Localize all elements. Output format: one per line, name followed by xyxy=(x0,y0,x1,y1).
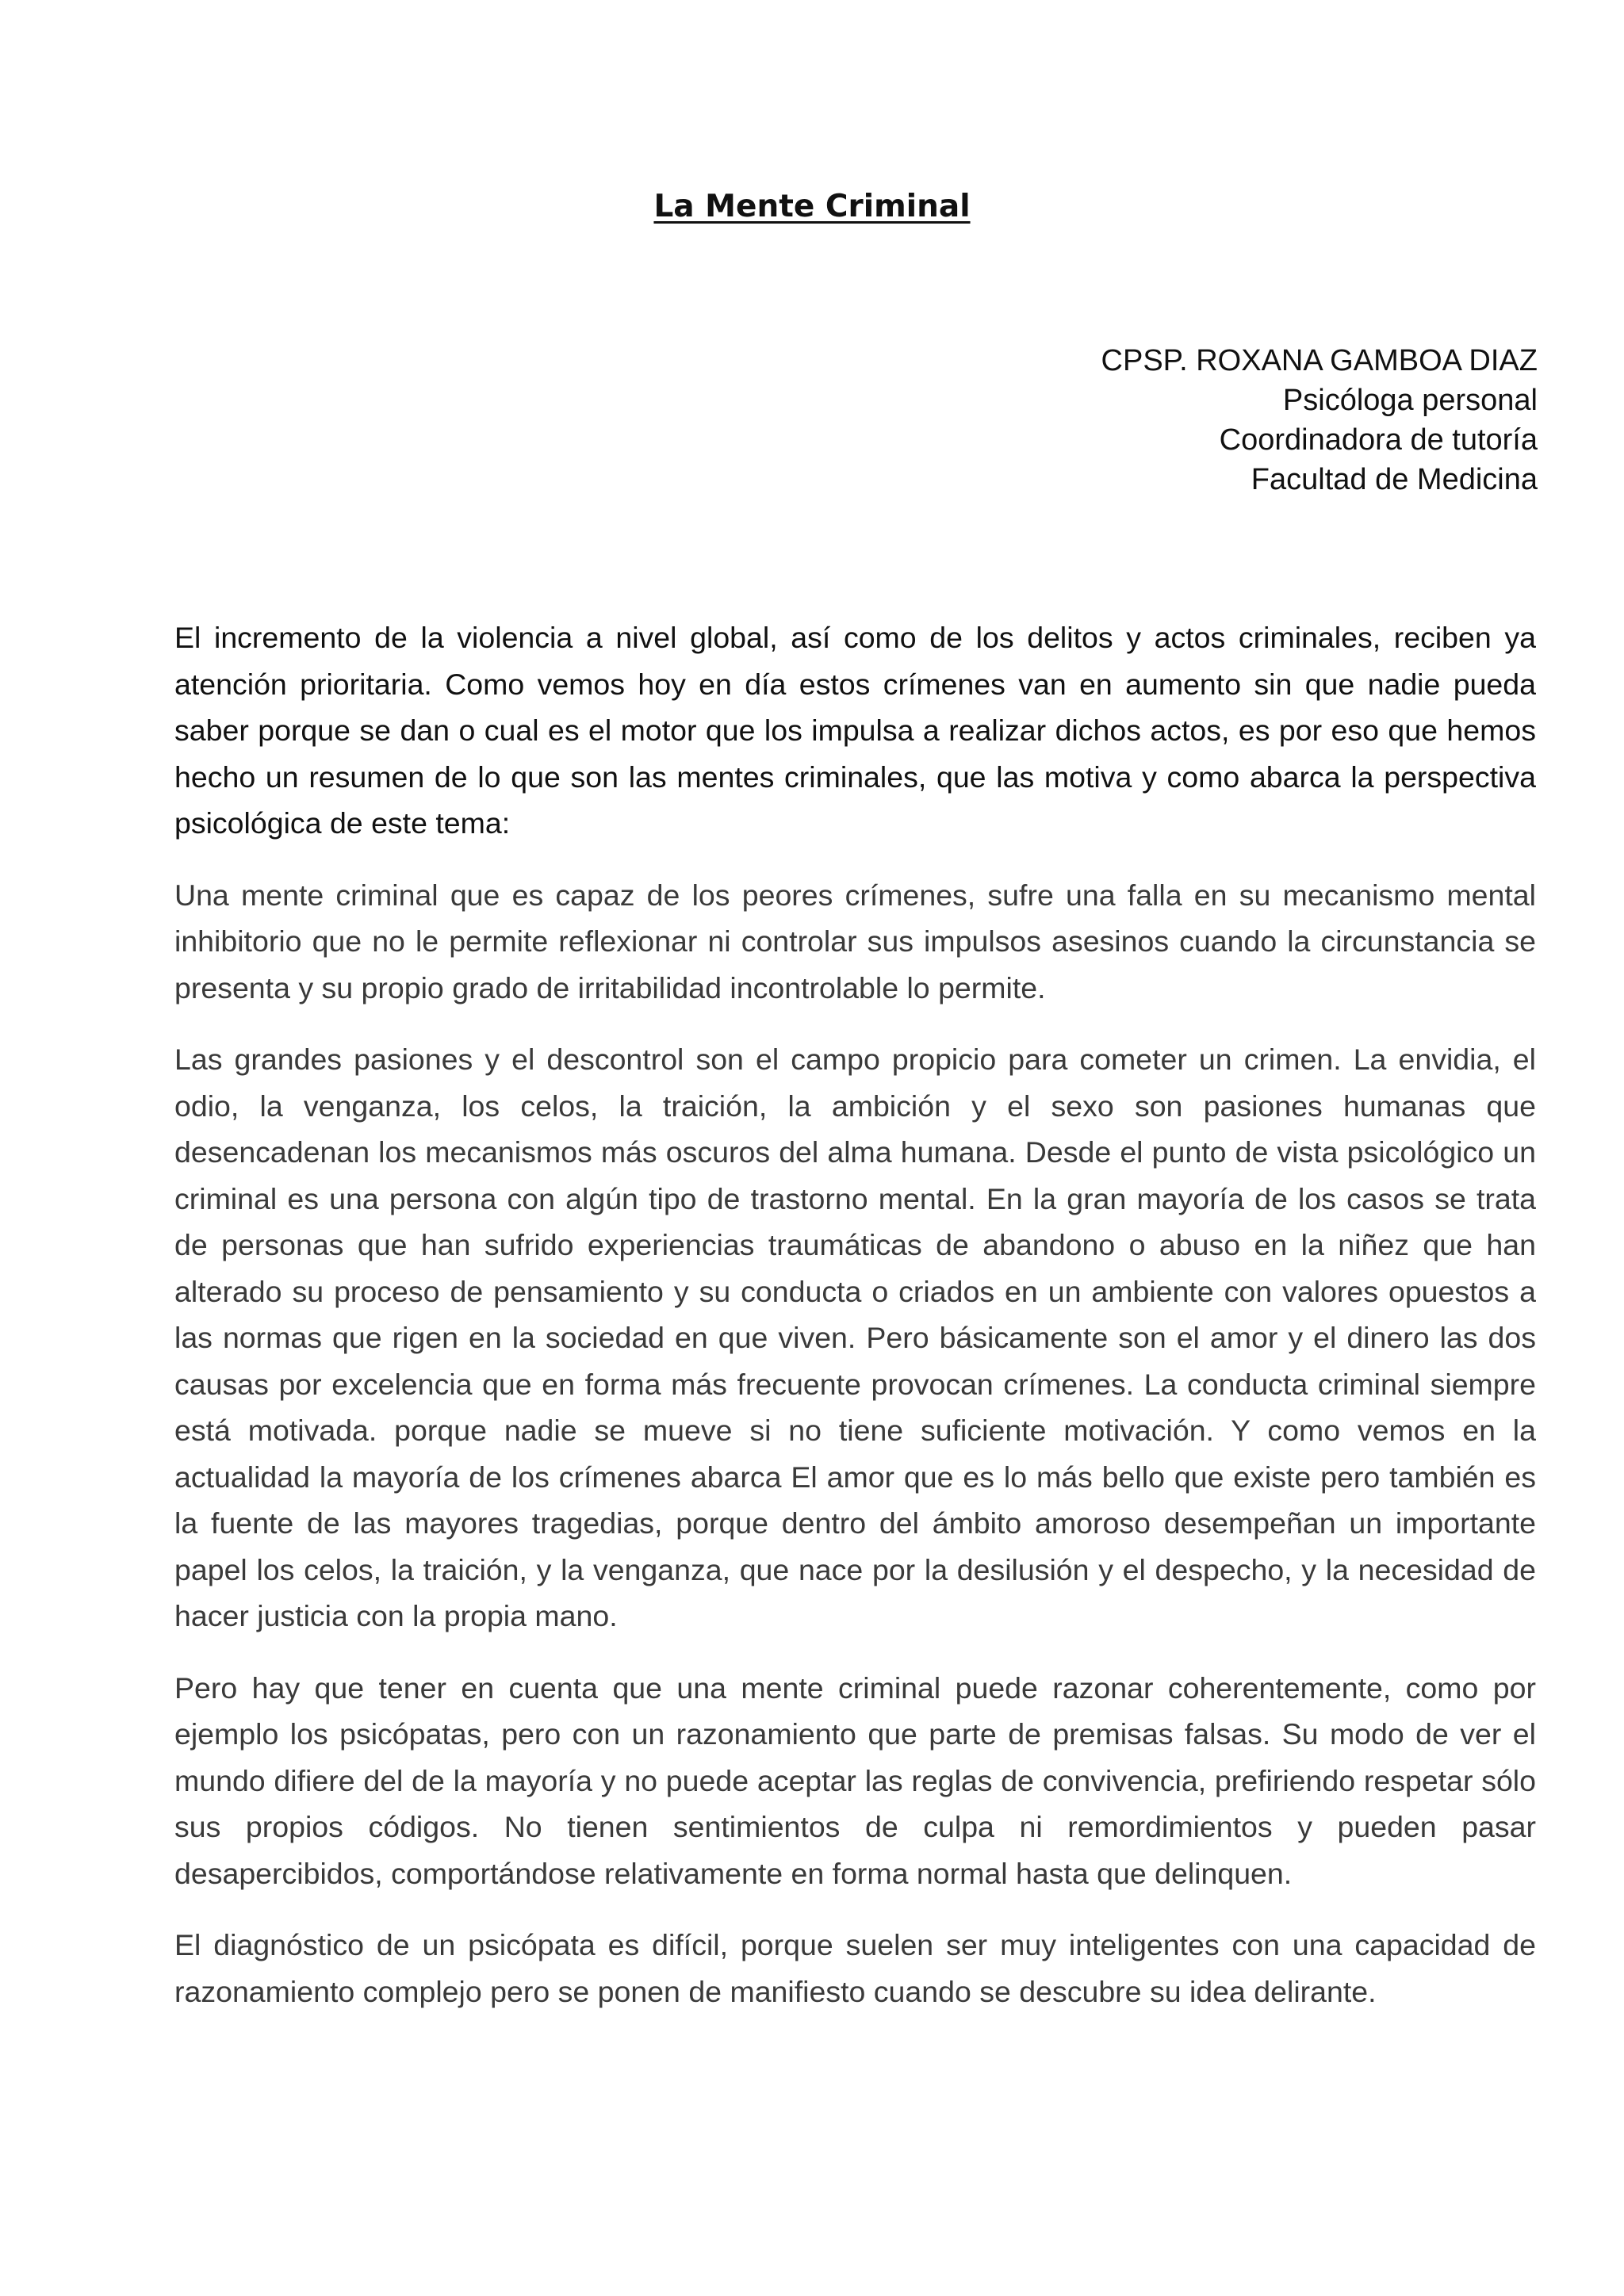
author-role-coordinator: Coordinadora de tutoría xyxy=(1219,423,1538,457)
author-block xyxy=(1101,341,1538,499)
paragraph-intro: El incremento de la violencia a nivel global, así como de los delitos y actos criminales, reciben ya atención prioritaria. Como vemos hoy en día estos crímenes van en aumento sin que nadie pueda saber porque se dan o cual es el motor que los impulsa a realizar dichos actos, es por eso que hemos hecho un resumen de lo que son las mentes criminales, que las motiva y como abarca la perspectiva psicológica de este tema: xyxy=(174,621,1536,840)
author-role-psychologist: Psicóloga personal xyxy=(1282,384,1538,417)
paragraph-psychopaths: Pero hay que tener en cuenta que una mente criminal puede razonar coherentemente, como por ejemplo los psicópatas, pero con un razonamiento que parte de premisas falsas. Su modo de ver el mundo difiere del de la mayoría y no puede aceptar las reglas de convivencia, prefiriendo respetar sólo sus propios códigos. No tienen sentimientos de culpa ni remordimientos y pueden pasar desapercibidos, comportándose relativamente en forma normal hasta que delinquen. xyxy=(174,1670,1536,1890)
paragraph-criminal-mind: Una mente criminal que es capaz de los peores crímenes, sufre una falla en su mecanismo mental inhibitorio que no le permite reflexionar ni controlar sus impulsos asesinos cuando la circunstancia se presenta y su propio grado de irritabilidad incontrolable lo permite. xyxy=(174,878,1536,1004)
paragraph-passions: Las grandes pasiones y el descontrol son el campo propicio para cometer un crimen. La envidia, el odio, la venganza, los celos, la traición, la ambición y el sexo son pasiones humanas que desencadenan los mecanismos más oscuros del alma humana. Desde el punto de vista psicológico un criminal es una persona con algún tipo de trastorno mental. En la gran mayoría de los casos se trata de personas que han sufrido experiencias traumáticas de abandono o abuso en la niñez que han alterado su proceso de pensamiento y su conducta o criados en un ambiente con valores opuestos a las normas que rigen en la sociedad en que viven. Pero básicamente son el amor y el dinero las dos causas por excelencia que en forma más frecuente provocan crímenes. La conducta criminal siempre está motivada. porque nadie se mueve si no tiene suficiente motivación. Y como vemos en la actualidad la mayoría de los crímenes abarca El amor que es lo más bello que existe pero también es la fuente de las mayores tragedias, porque dentro del ámbito amoroso desempeñan un importante papel los celos, la traición, y la venganza, que nace por la desilusión y el despecho, y la necesidad de hacer justicia con la propia mano. xyxy=(174,1043,1536,1632)
author-name: CPSP. ROXANA GAMBOA DIAZ xyxy=(1101,344,1538,377)
paragraph-diagnosis: El diagnóstico de un psicópata es difícil, porque suelen ser muy inteligentes con una capacidad de razonamiento complejo pero se ponen de manifiesto cuando se descubre su idea delirante. xyxy=(174,1928,1536,2008)
document-title: La Mente Criminal xyxy=(653,189,971,224)
author-affiliation: Facultad de Medicina xyxy=(1251,463,1538,496)
document-body xyxy=(174,614,1536,2040)
